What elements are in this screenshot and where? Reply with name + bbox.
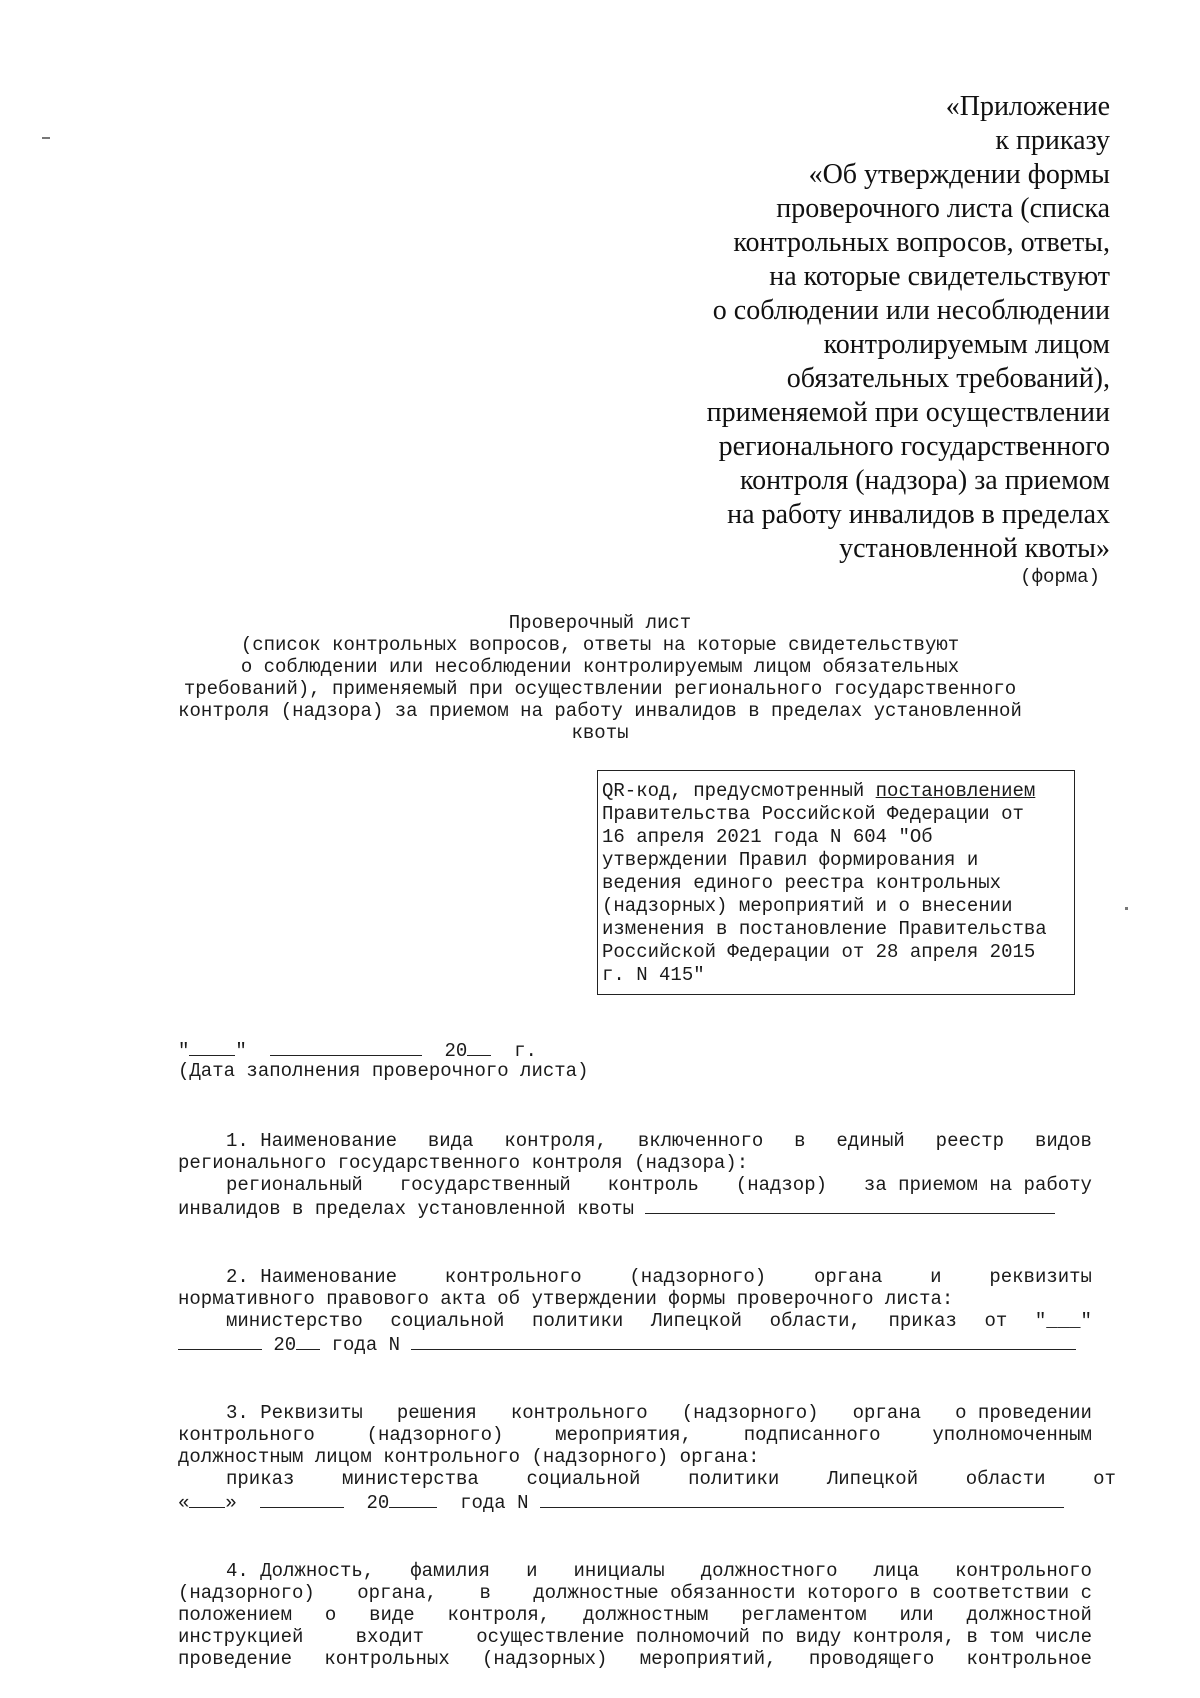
item4-line [178, 1626, 1092, 1648]
word: единый [836, 1130, 905, 1152]
word: органа [852, 1402, 922, 1424]
word: органа [813, 1266, 883, 1288]
word: проведение [178, 1648, 293, 1670]
item2-line: нормативного правового акта об утверждении формы проверочного листа: [178, 1288, 954, 1310]
word: Липецкой [826, 1468, 919, 1490]
annex-line: контроля (надзора) за приемом [740, 465, 1110, 496]
item2-year-prefix: 20 [273, 1334, 297, 1356]
word: контрольное [966, 1648, 1092, 1670]
guillemet-close: » [225, 1492, 237, 1514]
word: 4. Должность, [226, 1560, 375, 1582]
word: уполномоченным [932, 1424, 1092, 1446]
qr-box-line: ведения единого реестра контрольных [602, 872, 1002, 894]
word: области, [769, 1310, 861, 1332]
word: видов [1034, 1130, 1092, 1152]
word: (надзорного) [366, 1424, 504, 1446]
fill-date-line [178, 1038, 537, 1062]
item3-line [178, 1424, 1092, 1446]
word: (надзор) [735, 1174, 828, 1196]
word: (надзорного) [681, 1402, 819, 1424]
guillemet-open: « [178, 1492, 190, 1514]
item2-year-blank[interactable] [296, 1332, 320, 1350]
word: реестр [935, 1130, 1005, 1152]
item3-day-blank[interactable] [189, 1490, 225, 1508]
word: и [526, 1560, 538, 1582]
word: (надзорного) [178, 1582, 315, 1604]
word: социальной [526, 1468, 641, 1490]
word: за приемом на работу [863, 1174, 1092, 1196]
title-line: контроля (надзора) за приемом на работу инвалидов в пределах установленной [178, 700, 1022, 722]
annex-line: применяемой при осуществлении [706, 397, 1110, 428]
word: должностным [582, 1604, 709, 1626]
item2-line [178, 1332, 1076, 1356]
annex-line: о соблюдении или несоблюдении [712, 295, 1110, 326]
word: контрольного [510, 1402, 648, 1424]
qr-box-prefix: QR-код, предусмотренный [602, 780, 876, 802]
word: или [899, 1604, 934, 1626]
decree-link[interactable]: постановлением [875, 780, 1036, 802]
word: Липецкой [650, 1310, 743, 1332]
word: министерство [226, 1310, 363, 1332]
item2-after: года N [331, 1334, 401, 1356]
word: инициалы [573, 1560, 665, 1582]
item1-line [226, 1174, 1092, 1196]
word: 2. Наименование [226, 1266, 398, 1288]
word: мероприятий, [639, 1648, 777, 1670]
word: мероприятия, [555, 1424, 692, 1446]
qr-box-line: Правительства Российской Федерации от [602, 803, 1024, 825]
word: должностной [966, 1604, 1092, 1626]
year-blank[interactable] [467, 1038, 491, 1056]
word: положением [178, 1604, 293, 1626]
item4-line [178, 1604, 1092, 1626]
item3-line [226, 1468, 1116, 1490]
item3-year-prefix: 20 [366, 1492, 390, 1514]
word: (надзорного) [629, 1266, 767, 1288]
word: контроля, [447, 1604, 551, 1626]
item3-line [178, 1490, 1064, 1514]
word: контрольного [444, 1266, 582, 1288]
word: приказ [888, 1310, 957, 1332]
item2-number-blank[interactable] [411, 1332, 1076, 1350]
word: органа, [357, 1582, 438, 1604]
word: лица [873, 1560, 920, 1582]
day-blank[interactable] [189, 1038, 235, 1056]
word: решения [396, 1402, 477, 1424]
word: в [794, 1130, 806, 1152]
annex-line: на которые свидетельствуют [769, 261, 1110, 292]
year-prefix: 20 [444, 1040, 468, 1062]
item4-line [226, 1560, 1092, 1582]
annex-line: на работу инвалидов в пределах [727, 499, 1110, 530]
annex-line: «Приложение [945, 91, 1110, 122]
word: контрольных [324, 1648, 450, 1670]
item1-text: инвалидов в пределах установленной квоты [178, 1198, 635, 1220]
word: "___" [1034, 1310, 1092, 1332]
word: контроля, [504, 1130, 607, 1152]
word: 3. Реквизиты [226, 1402, 363, 1424]
annex-line: контролируемым лицом [823, 329, 1110, 360]
word: о [324, 1604, 337, 1626]
title-line: квоты [571, 722, 629, 744]
qr-box-line: Российской Федерации от 28 апреля 2015 [602, 941, 1036, 963]
word: контроль [607, 1174, 699, 1196]
word: контрольного [178, 1424, 315, 1446]
month-blank[interactable] [270, 1038, 422, 1056]
word: вида [427, 1130, 474, 1152]
word: министерства [342, 1468, 479, 1490]
annex-line: установленной квоты» [839, 533, 1110, 564]
word: виде [369, 1604, 415, 1626]
year-suffix: г. [514, 1040, 537, 1062]
word: от [1093, 1468, 1116, 1490]
item4-line [178, 1648, 1092, 1670]
scan-speck [1125, 907, 1128, 910]
word: контрольного [955, 1560, 1092, 1582]
word: должностного [700, 1560, 838, 1582]
annex-line: обязательных требований), [786, 363, 1110, 394]
word: государственный [399, 1174, 571, 1196]
word: социальной [390, 1310, 505, 1332]
item4-line [178, 1582, 1092, 1604]
title-line: о соблюдении или несоблюдении контролируемым лицом обязательных [240, 656, 960, 678]
annex-line: «Об утверждении формы [808, 159, 1110, 190]
title-line: требований), применяемый при осуществлении регионального государственного [183, 678, 1017, 700]
word: инструкцией [178, 1626, 304, 1648]
word: входит [355, 1626, 425, 1648]
word: политики [532, 1310, 624, 1332]
item3-line [226, 1402, 1092, 1424]
annex-line: проверочного листа (списка [776, 193, 1110, 224]
word: реквизиты [989, 1266, 1092, 1288]
item3-line: должностным лицом контрольного (надзорного) органа: [178, 1446, 760, 1468]
word: включенного [637, 1130, 764, 1152]
word: в [479, 1582, 491, 1604]
qr-box-line [602, 780, 1035, 802]
item3-year-blank[interactable] [389, 1490, 437, 1508]
date-caption: (Дата заполнения проверочного листа) [178, 1060, 589, 1082]
quote-open: " [178, 1040, 190, 1062]
word: приказ [226, 1468, 295, 1490]
word: должностные обязанности которого в соответствии с [533, 1582, 1092, 1604]
word: о проведении [955, 1402, 1092, 1424]
item2-line [226, 1266, 1092, 1288]
item3-number-blank[interactable] [540, 1490, 1064, 1508]
qr-box-line: утверждении Правил формирования и [602, 849, 979, 871]
word: (надзорных) [482, 1648, 608, 1670]
annex-line: контрольных вопросов, ответы, [733, 227, 1110, 258]
qr-box-line: 16 апреля 2021 года N 604 "Об [602, 826, 933, 848]
title-line: (список контрольных вопросов, ответы на которые свидетельствуют [240, 634, 960, 656]
qr-box-line: изменения в постановление Правительства [602, 918, 1047, 940]
word: политики [688, 1468, 780, 1490]
word: осуществление полномочий по виду контроля, в том числе [476, 1626, 1092, 1648]
item1-line [226, 1130, 1092, 1152]
item1-blank[interactable] [645, 1196, 1055, 1214]
item1-line [178, 1196, 1055, 1220]
item1-line: регионального государственного контроля (надзора): [178, 1152, 749, 1174]
annex-line: к приказу [995, 125, 1110, 156]
qr-box-line: (надзорных) мероприятий и о внесении [602, 895, 1013, 917]
title-heading: Проверочный лист [508, 612, 692, 634]
word: от [984, 1310, 1008, 1332]
quote-close: " [235, 1040, 247, 1062]
item3-after: года N [460, 1492, 529, 1514]
word: 1. Наименование [226, 1130, 398, 1152]
word: фамилия [410, 1560, 491, 1582]
word: области [965, 1468, 1046, 1490]
annex-line: регионального государственного [718, 431, 1110, 462]
qr-box-line: г. N 415" [602, 964, 705, 986]
word: и [930, 1266, 942, 1288]
word: проводящего [808, 1648, 935, 1670]
item3-month-blank[interactable] [260, 1490, 344, 1508]
form-label: (форма) [1020, 566, 1100, 588]
word: региональный [226, 1174, 363, 1196]
item2-line [226, 1310, 1092, 1332]
word: подписанного [743, 1424, 881, 1446]
word: регламентом [741, 1604, 867, 1626]
item2-date-blank[interactable] [178, 1332, 262, 1350]
scan-speck [42, 137, 50, 139]
